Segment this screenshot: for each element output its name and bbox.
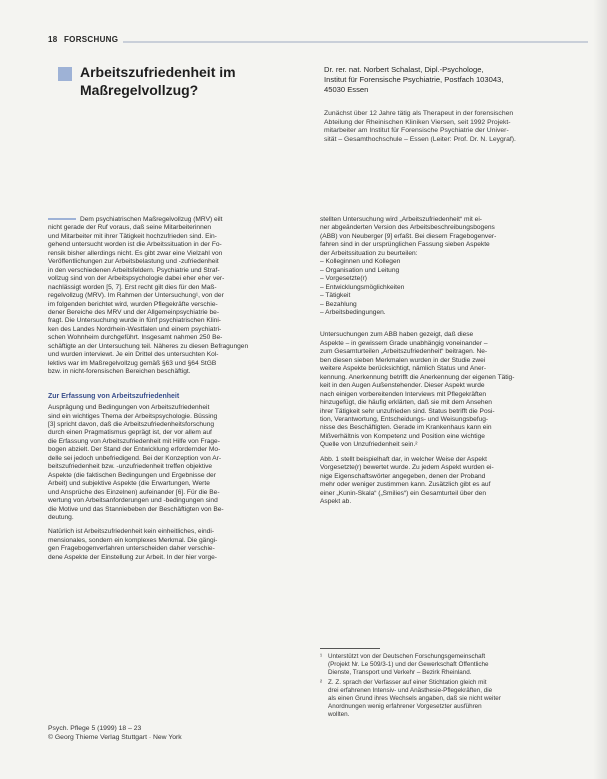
footnote-line: ¹ Unterstützt von der Deutschen Forschungsgemeinschaft (320, 653, 486, 660)
body-line: Veröffentlichungen zur Arbeitsbelastung und -zufriedenheit (48, 258, 219, 266)
footnote-line: als einen Grund ihres Wechsels angaben, daß sie nicht weiter (328, 695, 501, 702)
list-item: – Organisation und Leitung (320, 266, 400, 274)
author-line: Dr. rer. nat. Norbert Schalast, Dipl.-Psychologe, (324, 65, 484, 74)
footnote (320, 679, 578, 719)
body-line: schäftigte an der Untersuchung teil. Näheres zu diesen Befragungen (48, 342, 249, 350)
author-bio (324, 110, 592, 144)
page-number: 18 (48, 35, 58, 44)
body-line: Mißverhältnis von Kompetenz und Position eine wichtige (320, 432, 485, 440)
body-line: Aspekte – in gewissem Grade unabhängig voneinander – (320, 339, 488, 347)
body-line: deutung. (48, 513, 74, 521)
body-line: im folgenden berichtet wird, wurden Pflegekräfte verschie- (48, 300, 218, 308)
intro-dash (48, 218, 76, 220)
body-line: nige Eigenschaftswörter angegeben, denen der Proband (320, 472, 486, 480)
body-line: wertung von Arbeitsanforderungen und -bedingungen sind (48, 497, 218, 505)
body-line: Aspekte (die faktischen Bedingungen und Ergebnisse der (48, 471, 216, 479)
body-line: dener Bereiche des MRV und der Allgemeinpsychiatrie be- (48, 308, 220, 316)
body-line: und Mitarbeiter mit ihrer Tätigkeit hochzufrieden sind. Ein- (48, 232, 217, 240)
body-line: tion, Verantwortung, Entscheidungs- und Weisungsbefug- (320, 415, 489, 423)
body-line: [3] spricht davon, daß die Arbeitszufriedenheitsforschung (48, 420, 215, 428)
right-column (320, 216, 576, 507)
list-item: – Arbeitsbedingungen. (320, 308, 386, 316)
page-edge-shadow (593, 0, 607, 779)
body-line: (ABB) von Neuberger [9] erfaßt. Bei diesem Fragebogenver- (320, 232, 497, 240)
body-line: rensik bisher allerdings nicht. Es gibt zwar eine Vielzahl von (48, 249, 223, 257)
body-line: ihrer Tätigkeit sehr unzufrieden sind. Status betrifft die Posi- (320, 407, 495, 415)
body-line: regelvollzug (MRV). Im Rahmen der Untersuchung¹, von der (48, 292, 224, 300)
title-line: Maßregelvollzug? (80, 82, 199, 98)
body-line: mensionales, sondern ein komplexes Merkmal. Die gängi- (48, 536, 218, 544)
body-line: stellten Untersuchung wird „Arbeitszufriedenheit“ mit ei- (320, 216, 482, 223)
footnote-line: (Projekt Nr. Le 509/3-1) und der Gewerkschaft Öffentliche (328, 661, 489, 668)
body-line: nicht gerade der Ruf voraus, daß seine Mitarbeiterinnen (48, 224, 212, 232)
body-line: fragt. Die Untersuchung wurde in fünf psychiatrischen Klini- (48, 317, 221, 325)
body-line: dene Aspekte der Einstellung zur Arbeit. In der hier vorge- (48, 553, 217, 561)
footnote-line: Anordnungen wenig erfahrener Vorgesetzter ausführen (328, 703, 482, 710)
body-line: bogen abzielt. Der Stand der Entwicklung erfordernder Mo- (48, 446, 221, 454)
body-line: Dem psychiatrischen Maßregelvollzug (MRV) eilt (48, 216, 298, 224)
list-item: – Kolleginnen und Kollegen (320, 258, 401, 266)
body-line: weitere Aspekte berücksichtigt, nämlich Status und Aner- (320, 365, 487, 373)
body-line: keit in den Augen Außenstehender. Dieser Aspekt wurde (320, 382, 485, 390)
body-line: Natürlich ist Arbeitszufriedenheit kein einheitliches, eindi- (48, 528, 215, 536)
bio-line: sität – Gesamthochschule – Essen (Leiter: Prof. Dr. N. Leygraf). (324, 135, 516, 143)
left-column (48, 216, 298, 562)
body-line: gen Fragebogenverfahren unterscheiden daher verschie- (48, 545, 215, 553)
body-line: hinzugefügt, die häufig erklärten, daß sie mit dem Ansehen (320, 399, 492, 407)
body-line: Vorgesetzte(r) bewertet wurde. Zu jedem Aspekt wurden ei- (320, 464, 494, 472)
body-line: Arbeit) und subjektive Aspekte (die Erwartungen, Werte (48, 480, 210, 488)
body-line: nisse des Beschäftigten. Gerade im Krankenhaus kann ein (320, 424, 492, 432)
author-line: Institut für Forensische Psychiatrie, Postfach 103043, (324, 75, 504, 84)
body-line: sind ein wichtiges Thema der Arbeitspsychologie. Büssing (48, 412, 218, 420)
footnotes (320, 653, 578, 721)
body-line: fahren sind in der ursprünglichen Fassung sieben Aspekte (320, 241, 490, 249)
citation-footer (48, 724, 268, 742)
body-line: der Arbeitssituation zu beurteilen: (320, 249, 418, 257)
body-line: und Ansprüche des Einzelnen) aufeinander [6]. Für die Be- (48, 488, 220, 496)
body-line: nachlässigt worden [5, 7]. Erst recht gilt dies für den Maß- (48, 283, 217, 291)
section-heading: Zur Erfassung von Arbeitszufriedenheit (48, 392, 180, 400)
list-item: – Entwicklungsmöglichkeiten (320, 283, 405, 291)
footnote-line: wollten. (328, 711, 350, 718)
citation-line: Psych. Pflege 5 (1999) 18 – 23 (48, 725, 142, 732)
body-line: Quelle von Unzufriedenheit sein.² (320, 441, 418, 449)
paragraph-gap (320, 317, 576, 331)
body-line: schen Wohnheim durchgeführt. Insgesamt nahmen 250 Be- (48, 334, 223, 342)
footnote-line: ² Z. Z. sprach der Verfasser auf einer Stichtation gleich mit (320, 679, 487, 686)
running-header (48, 33, 588, 47)
body-line: durch einen Pragmatismus geprägt ist, der vor allem auf (48, 429, 212, 437)
footnote-line: Dienste, Transport und Verkehr – Bezirk Rheinland. (328, 669, 472, 676)
body-line: ben diesen sieben Merkmalen wurden in der Studie zwei (320, 356, 486, 364)
body-line: Aspekt ab. (320, 498, 352, 506)
body-line: Ausprägung und Bedingungen von Arbeitszufriedenheit (48, 404, 210, 412)
footnote-rule (320, 648, 380, 649)
article-title (80, 63, 310, 99)
author-block (324, 65, 592, 95)
bio-line: Zunächst über 12 Jahre tätig als Therapeut in der forensischen (324, 110, 514, 117)
body-line: beitszufriedenheit bzw. -unzufriedenheit treffen objektive (48, 463, 213, 471)
footnote-line: drei erfahrenen Intensiv- und Anästhesie-Pflegekräften, die (328, 687, 493, 694)
list-item: – Tätigkeit (320, 292, 351, 300)
body-line: vollzug sind von der Arbeitspsychologie dabei eher eher ver- (48, 275, 225, 283)
list-item: – Bezahlung (320, 300, 357, 308)
body-line: einer „Kunin-Skala“ („Smilies“) ein Gesamturteil über den (320, 489, 487, 497)
body-line: in den verschiedenen Arbeitsfeldern. Psychiatrie und Straf- (48, 266, 220, 274)
body-line: zum Gesamturteilen „Arbeitszufriedenheit“ beitragen. Ne- (320, 348, 488, 356)
title-marker-square (58, 67, 72, 81)
body-line: delle sei jedoch unbefriedigend. Bei der Konzeption von Ar- (48, 454, 222, 462)
body-line: ken des Landes Nordrhein-Westfalen und einem psychiatri- (48, 325, 222, 333)
body-line: nach einigen vorbereitenden Interviews mit Pflegekräften (320, 390, 487, 398)
section-label: FORSCHUNG (64, 35, 119, 44)
author-line: 45030 Essen (324, 85, 369, 94)
footnote (320, 653, 578, 677)
copyright-line: © Georg Thieme Verlag Stuttgart · New York (48, 734, 182, 741)
body-line: lektivs war im Maßregelvollzug gemäß §63 und §64 StGB (48, 359, 217, 367)
body-line: die Motive und das Stanniebeben der Beschäftigten von Be- (48, 505, 224, 513)
body-line: kennung. Anerkennung betrifft die Anerkennung der eigenen Tätig- (320, 373, 515, 381)
body-line: mehr oder weniger zustimmen kann. Zusätzlich gibt es auf (320, 481, 491, 489)
list-item: – Vorgesetzte(r) (320, 275, 367, 283)
header-rule (123, 41, 588, 43)
body-line: die Erfassung von Arbeitszufriedenheit mit Hilfe von Frage- (48, 437, 220, 445)
body-line: gehend untersucht worden ist die Arbeitssituation in der Fo- (48, 241, 222, 249)
body-line: Untersuchungen zum ABB haben gezeigt, daß diese (320, 331, 474, 339)
bio-line: mitarbeiter am Institut für Forensische Psychiatrie der Univer- (324, 127, 509, 135)
body-line: Abb. 1 stellt beispielhaft dar, in welcher Weise der Aspekt (320, 455, 488, 463)
body-line: bzw. in nicht-forensischen Bereichen beschäftigt. (48, 368, 191, 376)
bio-line: Abteilung der Rheinischen Kliniken Viersen, seit 1992 Projekt- (324, 118, 511, 126)
body-line: und wurden interviewt. Je ein Drittel des untersuchten Kol- (48, 351, 219, 359)
body-line: ner abgeänderten Version des Arbeitsbeschreibungsbogens (320, 224, 495, 232)
title-line: Arbeitszufriedenheit im (80, 64, 236, 80)
